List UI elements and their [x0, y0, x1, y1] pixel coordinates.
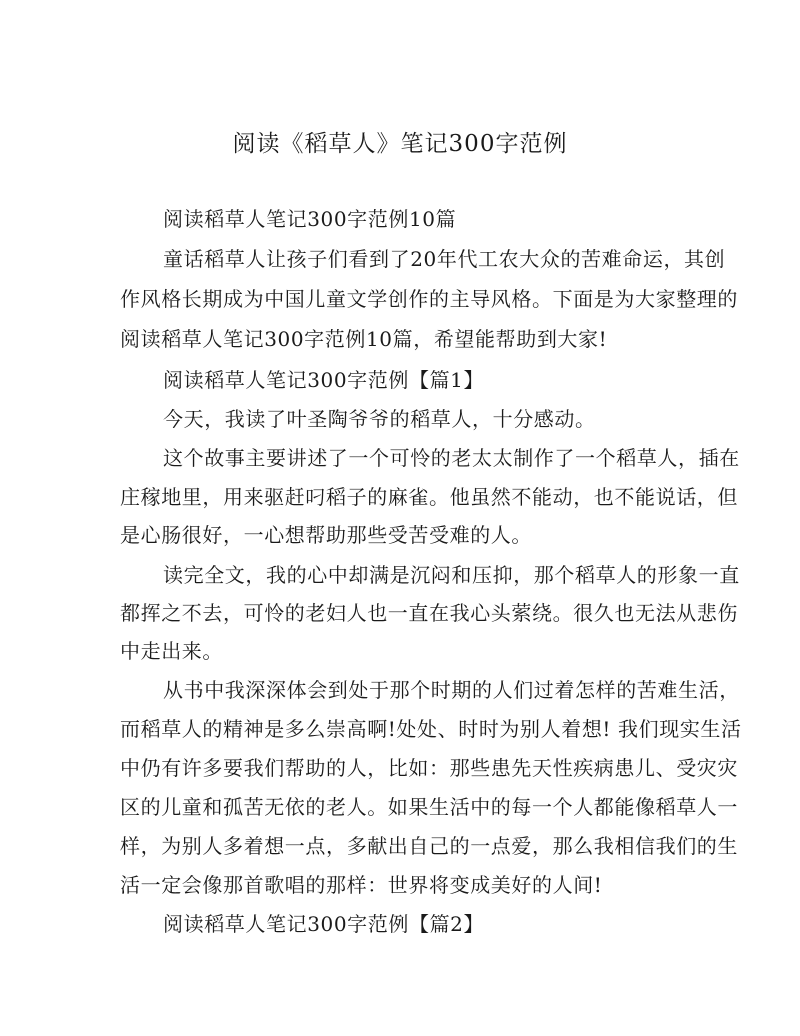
paragraph-line: 中走出来。 [120, 639, 223, 663]
section-heading: 阅读稻草人笔记300字范例【篇2】 [163, 912, 485, 936]
section-heading: 阅读稻草人笔记300字范例【篇1】 [163, 368, 485, 392]
paragraph-line: 童话稻草人让孩子们看到了20年代工农大众的苦难命运，其创 [163, 247, 726, 271]
paragraph-line: 庄稼地里，用来驱赶叼稻子的麻雀。他虽然不能动，也不能说话，但 [120, 485, 738, 509]
paragraph-line: 从书中我深深体会到处于那个时期的人们过着怎样的苦难生活， [163, 678, 740, 702]
paragraph-line: 区的儿童和孤苦无依的老人。如果生活中的每一个人都能像稻草人一 [120, 795, 738, 819]
paragraph-line: 读完全文，我的心中却满是沉闷和压抑，那个稻草人的形象一直 [163, 563, 740, 587]
document-title: 阅读《稻草人》笔记300字范例 [232, 131, 568, 157]
paragraph-line: 作风格长期成为中国儿童文学创作的主导风格。下面是为大家整理的 [120, 287, 738, 311]
paragraph-line: 今天，我读了叶圣陶爷爷的稻草人，十分感动。 [163, 407, 596, 431]
paragraph-line: 样，为别人多着想一点，多献出自己的一点爱，那么我相信我们的生 [120, 834, 738, 858]
paragraph-line: 这个故事主要讲述了一个可怜的老太太制作了一个稻草人，插在 [163, 446, 740, 470]
paragraph-line: 是心肠很好，一心想帮助那些受苦受难的人。 [120, 523, 532, 547]
section-heading: 阅读稻草人笔记300字范例10篇 [163, 207, 457, 231]
paragraph-line: 中仍有许多要我们帮助的人，比如：那些患先天性疾病患儿、受灾灾 [120, 756, 738, 780]
paragraph-line: 而稻草人的精神是多么崇高啊!处处、时时为别人着想! 我们现实生活 [120, 717, 742, 741]
paragraph-line: 活一定会像那首歌唱的那样：世界将变成美好的人间! [120, 873, 603, 897]
paragraph-line: 阅读稻草人笔记300字范例10篇，希望能帮助到大家! [120, 327, 608, 351]
paragraph-line: 都挥之不去，可怜的老妇人也一直在我心头萦绕。很久也无法从悲伤 [120, 601, 738, 625]
